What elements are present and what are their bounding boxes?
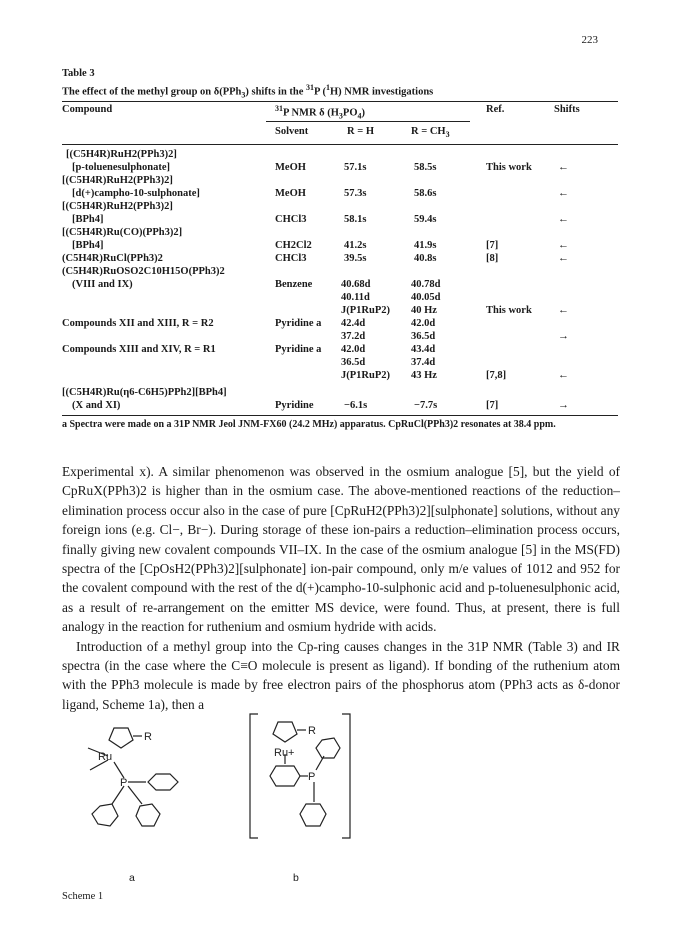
header-r-ch3: $R = CH_3$ <box>411 126 450 140</box>
table-footnote: a Spectra were made on a 31P NMR Jeol JNM-FX60 (24.2 MHz) apparatus. CpRuCl(PPh3)2 resonates at 38.4 ppm. <box>62 419 556 430</box>
table-cell-r-h: 41.2s <box>344 240 367 251</box>
table-cell-compound: (C5H4R)RuOSO2C10H15O(PPh3)2 <box>62 266 225 277</box>
table-cell-solvent: Pyridine <box>275 400 314 411</box>
table-cell-solvent: Pyridine a <box>275 318 322 329</box>
table-cell-solvent: MeOH <box>275 162 306 173</box>
table-top-rule <box>62 101 618 102</box>
header-solvent: Solvent <box>275 126 309 137</box>
table-cell-r-h: 36.5d <box>341 357 366 368</box>
table-cell-compound: [(C5H4R)RuH2(PPh3)2] <box>62 175 173 186</box>
table-cell-compound: [(C5H4R)RuH2(PPh3)2] <box>66 149 177 160</box>
header-ref: Ref. <box>486 104 505 115</box>
table-cell-solvent: CH2Cl2 <box>275 240 312 251</box>
table-cell-r-h: 39.5s <box>344 253 367 264</box>
table-cell-compound: Compounds XII and XIII, R = R2 <box>62 318 214 329</box>
scheme-p-label-b: P <box>308 771 316 783</box>
table-cell-r-ch3: 59.4s <box>414 214 437 225</box>
table-cell-r-ch3: −7.7s <box>414 400 438 411</box>
paragraph-1: Experimental x). A similar phenomenon was observed in the osmium analogue [5], but the yield of CpRuX(PPh3)2 is higher than in the osmium case. The above-mentioned reactions of the reduction–elimination process occur also in the case of pure [CpRuH2(PPh3)2][sulphonate] solutions, without any foreign ions (e.g. Cl−, Br−). During storage of these ion-pairs a reduction–elimination process occurs, finally giving new covalent compounds VII–IX. In the case of the osmium analogue [5] in the MS(FD) spectra of the [CpOsH2(PPh3)2][sulphonate] ion-pair compound, only m/e values of 1012 and 952 for the covalent compound with the rest of the d(+)campho-10-sulphonic acid and p-toluenesulphonic acid, as a result of re-arrangement on the emitter MS device, were found. Thus, at present, there is full analogy in the reaction for ruthenium and osmium hydride with acids. <box>62 464 620 635</box>
header-nmr: $^{31}$P NMR δ $(H_3PO_4)$ <box>275 104 365 121</box>
table-cell-solvent: MeOH <box>275 188 306 199</box>
table-cell-solvent: CHCl3 <box>275 214 307 225</box>
table-cell-solvent: Pyridine a <box>275 344 322 355</box>
table-cell-shift: ← <box>558 304 569 316</box>
table-cell-compound: (VIII and IX) <box>72 279 133 290</box>
scheme-label-b: b <box>293 872 299 884</box>
table-cell-ref: [7,8] <box>486 370 507 381</box>
table-cell-r-ch3: 43.4d <box>411 344 436 355</box>
scheme-p-label: P <box>120 777 128 789</box>
body-text <box>62 462 620 714</box>
page-number: 223 <box>581 34 598 46</box>
table-caption: The effect of the methyl group on δ(PPh$_3$) shifts in the $^{31}$P ($^1$H) NMR investigations <box>62 83 434 100</box>
table-cell-ref: [7] <box>486 400 499 411</box>
table-bottom-rule <box>62 415 618 416</box>
table-cell-r-ch3: 40.78d <box>411 279 441 290</box>
table-cell-r-ch3: 40 Hz <box>411 305 437 316</box>
table-cell-r-h: J(P1RuP2) <box>341 370 390 381</box>
table-cell-compound: (C5H4R)RuCl(PPh3)2 <box>62 253 163 264</box>
scheme-ru-label: Ru <box>98 751 113 763</box>
table-cell-compound: Compounds XIII and XIV, R = R1 <box>62 344 216 355</box>
table-cell-compound: (X and XI) <box>72 400 121 411</box>
scheme-r-label-b: R <box>308 725 316 737</box>
table-cell-compound: [BPh4] <box>72 240 104 251</box>
header-shifts: Shifts <box>554 104 580 115</box>
table-cell-r-ch3: 41.9s <box>414 240 437 251</box>
scheme-title: Scheme 1 <box>62 891 104 902</box>
scheme-label-a: a <box>129 872 135 884</box>
paragraph-2: Introduction of a methyl group into the Cp-ring causes changes in the 31P NMR (Table 3) and IR spectra (in the case where the C≡O molecule is present as ligand). If bonding of the ruthenium atom with the PPh3 molecule is made by free electron pairs of the phosphorus atom (PPh3 acts as δ-donor ligand, Scheme 1a), then a <box>62 638 620 712</box>
table-cell-r-ch3: 43 Hz <box>411 370 437 381</box>
table-cell-shift: → <box>558 399 569 411</box>
table-cell-r-ch3: 42.0d <box>411 318 436 329</box>
table-cell-r-h: 40.11d <box>341 292 370 303</box>
table-cell-r-h: 40.68d <box>341 279 371 290</box>
table-cell-r-h: J(P1RuP2) <box>341 305 390 316</box>
header-bottom-rule <box>62 144 618 145</box>
table-cell-shift: ← <box>558 213 569 225</box>
header-r-h: R = H <box>347 126 374 137</box>
table-cell-compound: [BPh4] <box>72 214 104 225</box>
table-cell-r-h: 58.1s <box>344 214 367 225</box>
table-cell-solvent: CHCl3 <box>275 253 307 264</box>
table-cell-ref: This work <box>486 162 532 173</box>
table-cell-shift: ← <box>558 252 569 264</box>
table-label: Table 3 <box>62 68 95 79</box>
table-cell-r-h: 37.2d <box>341 331 366 342</box>
table-cell-r-ch3: 58.5s <box>414 162 437 173</box>
table-cell-r-h: 57.1s <box>344 162 367 173</box>
table-cell-r-ch3: 37.4d <box>411 357 436 368</box>
table-cell-r-h: 42.4d <box>341 318 366 329</box>
table-cell-compound: [(C5H4R)RuH2(PPh3)2] <box>62 201 173 212</box>
table-cell-compound: [p-toluenesulphonate] <box>72 162 171 173</box>
scheme-ru-plus-label: Ru+ <box>274 747 295 759</box>
table-cell-compound: [d(+)campho-10-sulphonate] <box>72 188 200 199</box>
table-cell-compound: [(C5H4R)Ru(CO)(PPh3)2] <box>62 227 183 238</box>
table-cell-r-ch3: 40.8s <box>414 253 437 264</box>
table-cell-shift: ← <box>558 239 569 251</box>
table-cell-r-h: −6.1s <box>344 400 368 411</box>
table-cell-r-h: 42.0d <box>341 344 366 355</box>
table-cell-shift: ← <box>558 369 569 381</box>
table-cell-solvent: Benzene <box>275 279 313 290</box>
table-cell-ref: This work <box>486 305 532 316</box>
header-compound: Compound <box>62 104 113 115</box>
table-cell-ref: [8] <box>486 253 499 264</box>
table-cell-r-ch3: 40.05d <box>411 292 441 303</box>
table-cell-compound: [(C5H4R)Ru(η6-C6H5)PPh2][BPh4] <box>62 387 227 398</box>
table-cell-r-ch3: 58.6s <box>414 188 437 199</box>
header-sub-rule <box>266 121 470 122</box>
table-cell-ref: [7] <box>486 240 499 251</box>
scheme-structure-b <box>246 708 376 848</box>
scheme-r-label: R <box>144 731 152 743</box>
table-cell-shift: ← <box>558 161 569 173</box>
table-cell-r-ch3: 36.5d <box>411 331 436 342</box>
table-cell-shift: → <box>558 330 569 342</box>
table-cell-r-h: 57.3s <box>344 188 367 199</box>
table-cell-shift: ← <box>558 187 569 199</box>
scheme-structure-a <box>62 718 212 838</box>
